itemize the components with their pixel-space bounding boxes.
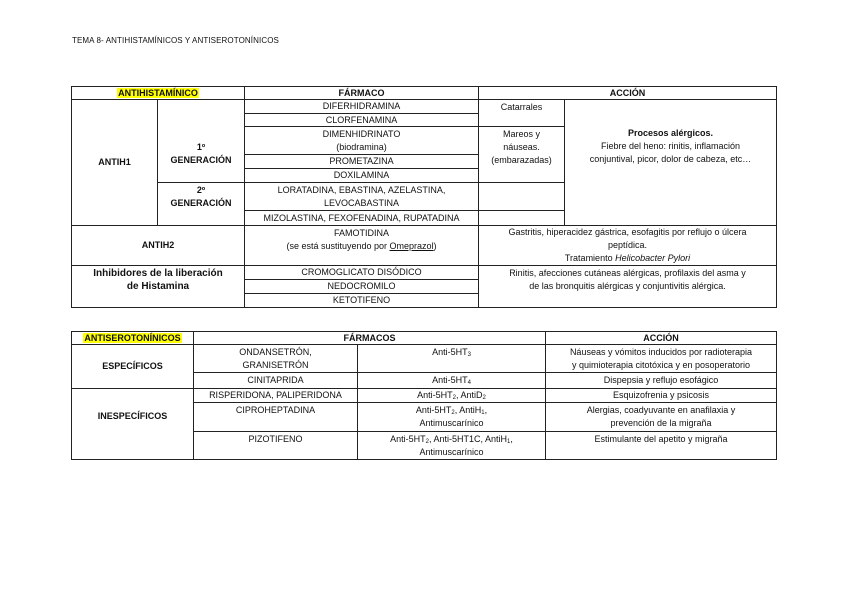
gen2-number-text: 2º (196, 184, 206, 195)
drug-row-doxilamina: DOXILAMINA (244, 168, 479, 183)
antih2-action-cell (478, 225, 777, 266)
omeprazol-link: Omeprazol (389, 241, 434, 251)
inesp-r2-rec-b: , AntiH (454, 405, 482, 415)
loratadina-line1: LORATADINA, EBASTINA, AZELASTINA, (277, 184, 446, 195)
antih1-action-block (564, 99, 777, 226)
inhibidores-action-line1: Rinitis, afecciones cutáneas alérgicas, profilaxis del asma y (509, 268, 746, 278)
antih2-action-line3-pre: Tratamiento (564, 253, 616, 263)
inhibidores-label-line2: de Histamina (126, 281, 190, 292)
antisero-header-drugs: FÁRMACOS (193, 331, 546, 345)
drug-row-ketotifeno: KETOTIFENO (244, 293, 479, 308)
drug-row-nedocromilo: NEDOCROMILO (244, 279, 479, 294)
esp-r1-drug-cell (193, 344, 358, 373)
inesp-r2-action-line2: prevención de la migraña (610, 418, 712, 428)
drug-row-diferhidramina: DIFERHIDRAMINA (244, 99, 479, 114)
antisero-header-class-label: ANTISEROTONÍNICOS (84, 332, 181, 343)
inesp-r2-rec-b-sub: 1 (481, 410, 485, 416)
inesp-r3-rec-c: , (510, 433, 513, 444)
antih1-action-text2: conjuntival, picor, dolor de cabeza, etc… (589, 154, 752, 164)
inesp-r3-rec-a-sub: 2 (425, 438, 429, 445)
inesp-r2-rec-a-sub: 2 (451, 410, 455, 416)
inhibidores-action-line2: de las bronquitis alérgicas y conjuntivitis alérgica. (529, 281, 726, 291)
inespecificos-label-cell: INESPECÍFICOS (71, 388, 194, 460)
antihist-header-class (71, 86, 245, 100)
inesp-r3-rec-b-sub: 1 (507, 438, 511, 445)
inesp-r2-rec-a: Anti-5HT (415, 405, 452, 415)
esp-r1-receptor-text: Anti-5HT (432, 347, 468, 357)
famotidina-note-post: ) (433, 241, 437, 251)
esp-r2-drug-cell: CINITAPRIDA (193, 372, 358, 389)
antih2-action-line3 (479, 252, 776, 265)
mareos-line3: (embarazadas) (491, 155, 552, 165)
inesp-r3-drug-cell: PIZOTIFENO (193, 431, 358, 460)
effect-cell-mareos (478, 126, 565, 183)
esp-r2-receptor-cell (357, 372, 546, 389)
inhibidores-label-cell (71, 265, 245, 308)
mareos-line2: náuseas. (503, 142, 540, 152)
inesp-r3-rec-b: , Anti-5HT1C, AntiH (428, 433, 508, 444)
dimenhidrinato-note: (biodramina) (336, 141, 387, 152)
inesp-r2-rec-c: , (484, 405, 488, 415)
famotidina-note-pre: (se está sustituyendo por (286, 241, 390, 251)
inesp-r2-rec-d: Antimuscarínico (419, 418, 484, 428)
antihist-header-class-label: ANTIHISTAMÍNICO (118, 87, 198, 98)
antih1-action-heading: Procesos alérgicos. (627, 128, 714, 138)
mareos-line1: Mareos y (502, 129, 540, 139)
inesp-r1-rec-a: Anti-5HT (417, 390, 453, 400)
inhibidores-label-line1: Inhibidores de la liberación (93, 268, 223, 279)
esp-r2-receptor-sub: 4 (467, 380, 471, 386)
drug-row-dimenhidrinato (244, 126, 479, 155)
inesp-r1-action-cell: Esquizofrenia y psicosis (545, 388, 777, 403)
esp-r1-drug-line1: ONDANSETRÓN, (239, 346, 312, 357)
antih2-action-line1: Gastritis, hiperacidez gástrica, esofagitis por reflujo o úlcera (508, 227, 747, 237)
dimenhidrinato-name: DIMENHIDRINATO (322, 128, 401, 139)
antihist-header-action: ACCIÓN (478, 86, 777, 100)
esp-r1-drug-line2: GRANISETRÓN (242, 359, 309, 370)
document-title: TEMA 8- ANTIHISTAMÍNICOS Y ANTISEROTONÍNICOS (72, 36, 279, 45)
antih2-action-line2: peptídica. (607, 240, 648, 250)
effect-cell-catarrales: Catarrales (478, 99, 565, 127)
drug-row-cromoglicato: CROMOGLICATO DISÓDICO (244, 265, 479, 280)
antih1-action-text1: Fiebre del heno: rinitis, inflamación (600, 141, 741, 151)
inesp-r1-rec-b-sub: 2 (482, 395, 486, 401)
inesp-r3-rec-a: Anti-5HT (390, 433, 426, 444)
inesp-r3-rec-d: Antimuscarínico (419, 446, 484, 457)
antih2-label-cell: ANTIH2 (71, 225, 245, 266)
inesp-r3-action-cell: Estimulante del apetito y migraña (545, 431, 777, 460)
famotidina-note (245, 240, 478, 253)
gen1-number-text: 1º (196, 142, 206, 152)
drug-row-mizolastina: MIZOLASTINA, FEXOFENADINA, RUPATADINA (244, 210, 479, 226)
drug-row-loratadina (244, 182, 479, 211)
esp-r1-action-line2: y quimioterapia citotóxica y en posoperatorio (571, 359, 751, 370)
esp-r2-action-cell: Dispepsia y reflujo esofágico (545, 372, 777, 389)
effect-cell-empty-2 (478, 210, 565, 226)
especificos-label-cell: ESPECÍFICOS (71, 344, 194, 389)
famotidina-name: FAMOTIDINA (333, 228, 389, 238)
esp-r1-action-line1: Náuseas y vómitos inducidos por radioterapia (569, 346, 753, 357)
esp-r1-receptor-sub: 3 (467, 352, 471, 358)
inhibidores-action-cell (478, 265, 777, 308)
inesp-r1-receptor-cell (357, 388, 546, 403)
loratadina-line2: LEVOCABASTINA (323, 197, 400, 208)
antih1-label-cell: ANTIH1 (71, 99, 158, 226)
gen2-block (157, 182, 245, 226)
effect-cell-empty-1 (478, 182, 565, 211)
inesp-r2-action-line1: Alergias, coadyuvante en anafilaxia y (586, 405, 736, 415)
antisero-header-class (71, 331, 194, 345)
antisero-header-action: ACCIÓN (545, 331, 777, 345)
esp-r2-receptor-text: Anti-5HT (432, 375, 468, 385)
gen1-label-text: GENERACIÓN (170, 155, 232, 165)
gen2-label-text: GENERACIÓN (170, 197, 232, 208)
drug-row-prometazina: PROMETAZINA (244, 154, 479, 169)
esp-r1-receptor-cell (357, 344, 546, 373)
antih2-action-line3-italic: Helicobacter Pylori (615, 253, 691, 263)
inesp-r1-drug-cell: RISPERIDONA, PALIPERIDONA (193, 388, 358, 403)
inesp-r1-rec-a-sub: 2 (452, 395, 456, 401)
gen1-block (157, 99, 245, 183)
inesp-r3-receptor-cell (357, 431, 546, 460)
drug-row-clorfenamina: CLORFENAMINA (244, 113, 479, 127)
inesp-r1-rec-b: , AntiD (456, 390, 483, 400)
inesp-r2-action-cell (545, 402, 777, 432)
antih2-drug-cell (244, 225, 479, 266)
inesp-r2-drug-cell: CIPROHEPTADINA (193, 402, 358, 432)
antihist-header-drug: FÁRMACO (244, 86, 479, 100)
esp-r1-action-cell (545, 344, 777, 373)
inesp-r2-receptor-cell (357, 402, 546, 432)
